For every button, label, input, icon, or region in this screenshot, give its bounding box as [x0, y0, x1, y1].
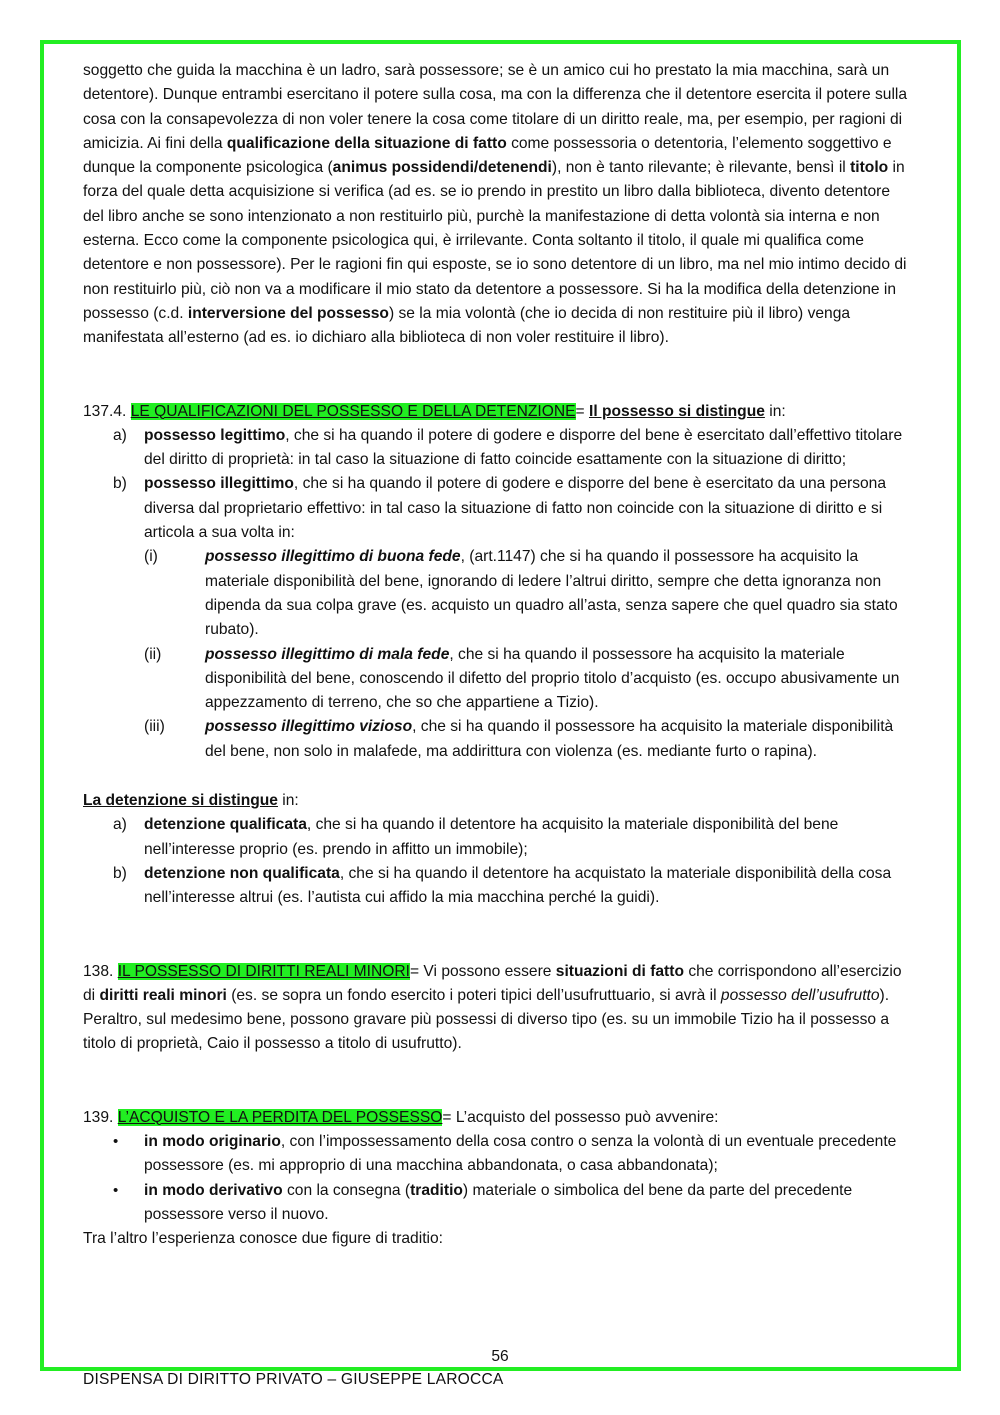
closing-line: Tra l’altro l’esperienza conosce due figure di traditio: [83, 1230, 443, 1248]
list-text: con la consegna ( [282, 1181, 411, 1199]
section-text: = L’acquisto del possesso può avvenire: [442, 1108, 719, 1126]
underlined-lead: La detenzione si distingue [83, 792, 278, 810]
list-text: , con l’impossessamento della cosa contro o senza la volontà di un eventuale precedente possessore (es. mi approprio di una macchina abbandonata, o casa abbandonata); [144, 1132, 897, 1175]
list-marker: b) [113, 864, 127, 882]
lead-rest: in: [277, 792, 299, 810]
page-number: 56 [491, 1348, 509, 1365]
list-text: , che si ha quando il potere di godere e disporre del bene è esercitato da una persona diversa dal proprietario effettivo: in tal caso la situazione di fatto non coincide con la situazione di diritto e si articola a sua volta in: [144, 475, 887, 542]
section-137-4-heading [83, 400, 915, 424]
page-content [83, 59, 915, 1251]
list-item-a [83, 424, 915, 473]
sub-item-ii [83, 643, 915, 716]
bold-term: diritti reali minori [99, 986, 227, 1004]
list-item-b [83, 472, 915, 545]
page-footer: DISPENSA DI DIRITTO PRIVATO – GIUSEPPE LAROCCA [83, 1371, 504, 1388]
bold-italic-term: possesso illegittimo di buona fede [205, 548, 461, 566]
bold-term: possesso legittimo [144, 426, 286, 444]
section-title: LE QUALIFICAZIONI DEL POSSESSO E DELLA DETENZIONE [130, 402, 576, 420]
bold-italic-term: possesso illegittimo di mala fede [205, 645, 450, 663]
det-item-a [83, 813, 915, 862]
bold-term: possesso illegittimo [144, 475, 294, 493]
bold-term: in modo derivativo [144, 1181, 283, 1199]
section-number: 137.4. [83, 402, 131, 420]
bold-term: detenzione non qualificata [144, 864, 340, 882]
sub-item-i [83, 545, 915, 642]
list-marker: a) [113, 426, 127, 444]
list-text: , che si ha quando il possessore ha acquisito la materiale disponibilità del bene, conoscendo il difetto del proprio titolo d’acquisto (es. occupo abusivamente un appezzamento di terreno, che so che appartiene a Tizio). [205, 645, 900, 712]
list-text: , che si ha quando il potere di godere e disporre del bene è esercitato dall’effettivo titolare del diritto di proprietà: in tal caso la situazione di fatto coincide esattamente con la situazione di diritto; [144, 426, 903, 469]
list-text: ) materiale o simbolica del bene da parte del precedente possessore verso il nuovo. [144, 1181, 853, 1223]
section-text: = Vi possono essere [409, 962, 556, 980]
sub-item-iii [83, 715, 915, 764]
intro-text: come possessoria o detentoria, l’elemento soggettivo e dunque la componente psicologica ( [83, 134, 892, 177]
bold-term: traditio [410, 1181, 463, 1199]
lead-rest: in: [764, 402, 786, 420]
list-text: , che si ha quando il possessore ha acquisito la materiale disponibilità del bene, non solo in malafede, ma addirittura con violenza (es. mediante furto o rapina). [205, 718, 894, 760]
bullet-item-derivativo [83, 1179, 915, 1228]
bold-term: detenzione qualificata [144, 816, 307, 834]
bold-term: animus possidendi/detenendi [332, 159, 552, 177]
equals-sign: = [575, 402, 589, 420]
section-139-heading [83, 1106, 915, 1130]
bullet-icon: • [113, 1181, 119, 1199]
intro-text: ) se la mia volontà (che io decida di non restituire più il libro) venga manifestata all’esterno (ad es. io dichiaro alla biblioteca di non voler restituire il libro). [83, 304, 851, 347]
intro-text: in forza del quale detta acquisizione si verifica (ad es. se io prendo in prestito un libro dalla biblioteca, divento detentore del libro anche se sono intenzionato a non restituirlo più, purchè la manifestazione di detta volontà sia interna e non esterna. Ecco come la componente psicologica qui, è irrilevante. Conta soltanto il titolo, il quale mi qualifica come detentore e non possessore). Per le ragioni fin qui esposte, se io sono detentore di un libro, ma nel mio intimo decido di non restituirlo più, ciò non va a modificare il mio stato da detentore a possessore. Si ha la modifica della detenzione in possesso (c.d. [83, 159, 907, 322]
section-text: ). Peraltro, sul medesimo bene, possono gravare più possessi di diverso tipo (es. su un immobile Tizio ha il possesso a titolo di proprietà, Caio il possesso a titolo di usufrutto). [83, 986, 890, 1053]
section-text: che corrispondono all’esercizio di [83, 962, 902, 1004]
bold-term: titolo [850, 159, 889, 177]
italic-term: possesso dell’usufrutto [720, 986, 880, 1004]
bold-italic-term: possesso illegittimo vizioso [205, 718, 413, 736]
list-text: , (art.1147) che si ha quando il possessore ha acquisito la materiale disponibilità del bene, ignorando di ledere l’altrui diritto, sempre che detta ignoranza non dipenda da sua colpa grave (es. acquisto un quadro all’asta, senza sapere che quel quadro sia stato rubato). [205, 548, 898, 639]
list-marker: a) [113, 816, 127, 834]
section-title: L’ACQUISTO E LA PERDITA DEL POSSESSO [117, 1108, 443, 1126]
section-title: IL POSSESSO DI DIRITTI REALI MINORI [117, 962, 410, 980]
bold-term: situazioni di fatto [555, 962, 684, 980]
detenzione-heading [83, 789, 915, 813]
list-marker: (ii) [144, 645, 162, 663]
intro-text: ), non è tanto rilevante; è rilevante, bensì il [551, 159, 851, 177]
list-marker: b) [113, 475, 127, 493]
section-text: (es. se sopra un fondo esercito i poteri tipici dell’usufruttuario, si avrà il [226, 986, 721, 1004]
intro-paragraph [83, 59, 915, 351]
list-marker: (i) [144, 548, 158, 566]
list-text: , che si ha quando il detentore ha acquisito la materiale disponibilità del bene nell’interesse proprio (es. prendo in affitto un immobile); [144, 816, 839, 858]
bullet-icon: • [113, 1132, 119, 1150]
bold-term: interversione del possesso [187, 304, 389, 322]
underlined-lead: Il possesso si distingue [588, 402, 765, 420]
intro-text: soggetto che guida la macchina è un ladro, sarà possessore; se è un amico cui ho prestato la mia macchina, sarà un detentore). Dunque entrambi esercitano il potere sulla cosa, ma con la differenza che il detentore esercita il potere sulla cosa con la consapevolezza di non voler tenere la cosa come titolare di un diritto reale, ma, per esempio, per ragioni di amicizia. Ai fini della [83, 62, 908, 152]
bullet-item-originario [83, 1130, 915, 1179]
bold-term: qualificazione della situazione di fatto [226, 134, 507, 152]
section-number: 139. [83, 1108, 118, 1126]
section-138 [83, 960, 915, 1057]
bold-term: in modo originario [144, 1132, 281, 1150]
det-item-b [83, 862, 915, 911]
list-text: , che si ha quando il detentore ha acquistato la materiale disponibilità della cosa nell’interesse altrui (es. l’autista cui affido la mia macchina perché la guidi). [144, 864, 892, 907]
section-number: 138. [83, 962, 118, 980]
list-marker: (iii) [144, 718, 165, 736]
